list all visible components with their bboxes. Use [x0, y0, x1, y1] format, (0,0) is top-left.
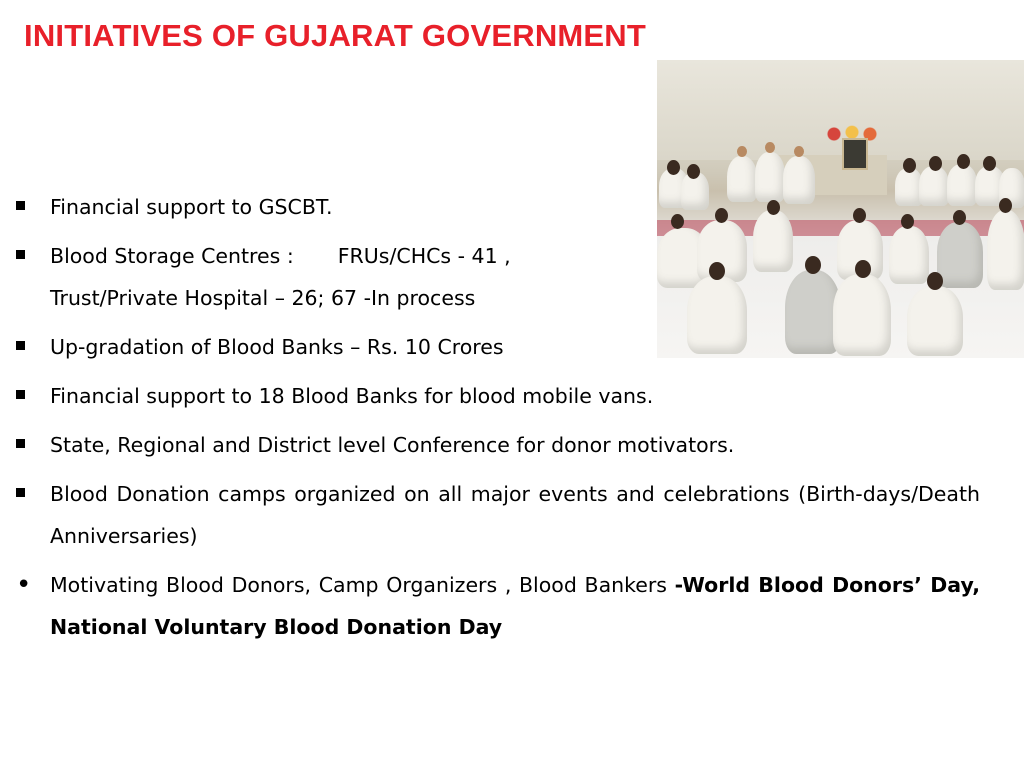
list-item	[14, 375, 980, 417]
list-item-text: Blood Storage Centres :	[50, 244, 294, 268]
slide-title: INITIATIVES OF GUJARAT GOVERNMENT	[24, 18, 647, 53]
person-head	[957, 154, 970, 169]
person-head	[667, 160, 680, 175]
list-item-text: Financial support to 18 Blood Banks for blood mobile vans.	[50, 384, 654, 408]
list-item-text: Motivating Blood Donors, Camp Organizers , Blood Bankers	[50, 573, 675, 597]
person-figure	[987, 210, 1024, 290]
square-bullet-icon	[16, 424, 25, 466]
person-head	[765, 142, 775, 153]
list-item-bold-text: -World Blood Donors’ Day, National Voluntary Blood Donation Day	[50, 573, 980, 639]
list-item-text: FRUs/CHCs - 41 ,	[337, 244, 511, 268]
square-bullet-icon	[16, 375, 25, 417]
list-item	[14, 186, 980, 228]
square-bullet-icon	[16, 473, 25, 515]
list-item-text: Up-gradation of Blood Banks – Rs. 10 Crores	[50, 335, 504, 359]
square-bullet-icon	[16, 186, 25, 228]
person-head	[983, 156, 996, 171]
list-item-text: Financial support to GSCBT.	[50, 195, 333, 219]
list-item	[14, 326, 980, 368]
person-head	[929, 156, 942, 171]
list-item	[14, 424, 980, 466]
portrait-icon	[842, 138, 868, 170]
person-head	[999, 198, 1012, 213]
list-item	[14, 473, 980, 557]
round-bullet-icon	[16, 564, 31, 609]
person-head	[903, 158, 916, 173]
square-bullet-icon	[16, 326, 25, 368]
list-item-text: State, Regional and District level Conference for donor motivators.	[50, 433, 735, 457]
list-item-continuation	[14, 277, 980, 319]
list-item	[14, 235, 980, 277]
initiatives-list	[14, 186, 980, 655]
list-item-text: Blood Donation camps organized on all major events and celebrations (Birth-days/Death Anniversaries)	[50, 482, 980, 548]
person-head	[687, 164, 700, 179]
square-bullet-icon	[16, 235, 25, 277]
list-item	[14, 564, 980, 648]
list-item-text: Trust/Private Hospital – 26; 67 -In process	[50, 286, 476, 310]
person-head	[737, 146, 747, 157]
person-head	[794, 146, 804, 157]
photo-wall	[657, 60, 1024, 160]
